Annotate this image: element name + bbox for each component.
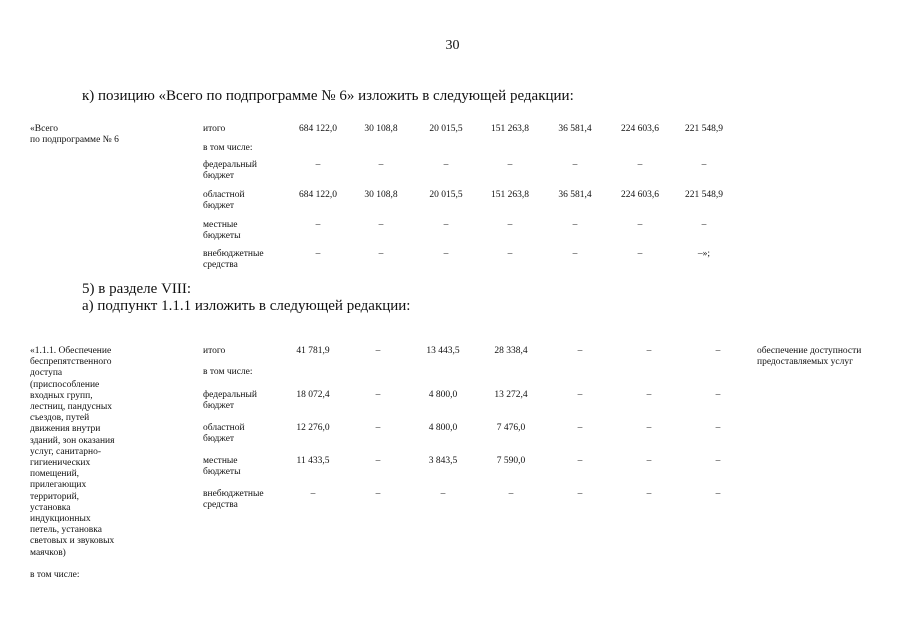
a-row-label: средства bbox=[203, 500, 238, 510]
item-label-line: территорий, bbox=[30, 491, 80, 502]
k-cell: – bbox=[315, 249, 321, 259]
k-cell: – bbox=[315, 160, 321, 170]
a-cell: 12 276,0 bbox=[296, 423, 330, 433]
section-a-heading: а) подпункт 1.1.1 изложить в следующей редакции: bbox=[82, 298, 411, 314]
k-row-label: бюджеты bbox=[203, 231, 241, 241]
a-cell: 28 338,4 bbox=[494, 346, 528, 356]
a-row-label: областной bbox=[203, 423, 245, 433]
a-row-label: бюджет bbox=[203, 401, 235, 411]
k-cell: 151 263,8 bbox=[491, 190, 529, 200]
item-label-line: (приспособление bbox=[30, 379, 100, 390]
k-row-label: федеральный bbox=[203, 160, 257, 170]
a-cell: – bbox=[375, 423, 381, 433]
item-label-line: съездов, путей bbox=[30, 413, 90, 424]
k-cell: – bbox=[378, 249, 384, 259]
item-label-line: установка bbox=[30, 502, 71, 513]
k-row-label: областной bbox=[203, 190, 245, 200]
a-cell: 11 433,5 bbox=[296, 456, 330, 466]
result-text-line: предоставляемых услуг bbox=[757, 357, 854, 367]
k-cell: – bbox=[443, 160, 449, 170]
item-label-line: доступа bbox=[30, 368, 63, 379]
a-row-label: бюджет bbox=[203, 434, 235, 444]
k-row-label: бюджет bbox=[203, 171, 235, 181]
k-cell: – bbox=[443, 220, 449, 230]
k-cell: – bbox=[507, 160, 513, 170]
a-cell: – bbox=[646, 423, 652, 433]
a-cell: – bbox=[508, 489, 514, 499]
k-cell: 221 548,9 bbox=[685, 190, 723, 200]
a-cell: – bbox=[646, 456, 652, 466]
a-cell: – bbox=[715, 456, 721, 466]
item-label-line: лестниц, пандусных bbox=[30, 402, 112, 412]
a-row-label: внебюджетные bbox=[203, 489, 264, 499]
a-cell: – bbox=[715, 489, 721, 499]
k-cell: –»; bbox=[697, 249, 711, 259]
a-cell: – bbox=[577, 390, 583, 400]
a-row-label: итого bbox=[203, 346, 226, 356]
k-row-label: внебюджетные bbox=[203, 249, 264, 259]
a-cell: – bbox=[715, 346, 721, 356]
a-cell: – bbox=[646, 489, 652, 499]
row-label-line-2: по подпрограмме № 6 bbox=[30, 135, 119, 145]
k-cell: – bbox=[637, 220, 643, 230]
a-cell: 41 781,9 bbox=[296, 346, 330, 356]
item-label-line: световых и звуковых bbox=[30, 536, 115, 547]
section-5-heading: 5) в разделе VIII: bbox=[82, 281, 192, 297]
item-label-line: маячков) bbox=[30, 547, 66, 558]
k-cell: 684 122,0 bbox=[299, 190, 337, 200]
item-label-line: индукционных bbox=[30, 514, 91, 524]
k-cell: 36 581,4 bbox=[558, 190, 592, 200]
k-cell: – bbox=[572, 249, 578, 259]
a-cell: 13 272,4 bbox=[494, 390, 528, 400]
item-label-line: беспрепятственного bbox=[30, 357, 112, 368]
a-cell: – bbox=[375, 489, 381, 499]
item-label-line: петель, установка bbox=[30, 525, 102, 536]
a-cell: – bbox=[577, 423, 583, 433]
k-row-label: средства bbox=[203, 260, 238, 270]
a-row-label: федеральный bbox=[203, 390, 257, 400]
a-cell: 7 476,0 bbox=[496, 423, 526, 433]
a-cell: – bbox=[310, 489, 316, 499]
a-row-label: бюджеты bbox=[203, 467, 241, 477]
a-cell: – bbox=[375, 390, 381, 400]
a-cell: 13 443,5 bbox=[426, 346, 460, 356]
k-cell: – bbox=[637, 160, 643, 170]
a-row-label: в том числе: bbox=[203, 367, 253, 377]
a-cell: – bbox=[646, 390, 652, 400]
k-cell: 224 603,6 bbox=[621, 190, 659, 200]
k-cell: – bbox=[507, 220, 513, 230]
section-k-heading: к) позицию «Всего по подпрограмме № 6» изложить в следующей редакции: bbox=[82, 88, 574, 104]
a-cell: – bbox=[577, 346, 583, 356]
item-label-line: «1.1.1. Обеспечение bbox=[30, 346, 112, 356]
k-row-label: местные bbox=[203, 220, 238, 230]
k-cell: 20 015,5 bbox=[429, 124, 463, 134]
k-cell: 151 263,8 bbox=[491, 124, 529, 134]
k-cell: – bbox=[507, 249, 513, 259]
k-row-label: в том числе: bbox=[203, 143, 253, 153]
result-text-line: обеспечение доступности bbox=[757, 346, 862, 356]
a-cell: 4 800,0 bbox=[428, 423, 458, 433]
item-label-line: прилегающих bbox=[30, 480, 87, 491]
item-label-line: услуг, санитарно- bbox=[30, 446, 101, 457]
a-cell: – bbox=[715, 423, 721, 433]
k-cell: – bbox=[378, 160, 384, 170]
k-cell: – bbox=[443, 249, 449, 259]
a-cell: – bbox=[577, 456, 583, 466]
k-cell: – bbox=[637, 249, 643, 259]
item-label-line: зданий, зон оказания bbox=[30, 435, 115, 446]
k-cell: 30 108,8 bbox=[364, 190, 398, 200]
item-label-line: входных групп, bbox=[30, 390, 93, 401]
k-cell: – bbox=[572, 160, 578, 170]
a-cell: 3 843,5 bbox=[428, 456, 458, 466]
k-cell: – bbox=[701, 220, 707, 230]
a-cell: – bbox=[375, 456, 381, 466]
k-cell: – bbox=[572, 220, 578, 230]
item-label-line: помещений, bbox=[30, 469, 80, 480]
a-cell: – bbox=[577, 489, 583, 499]
k-cell: 36 581,4 bbox=[558, 124, 592, 134]
item-label-line: движения внутри bbox=[30, 424, 101, 435]
a-row-label: местные bbox=[203, 456, 238, 466]
k-cell: 20 015,5 bbox=[429, 190, 463, 200]
k-cell: – bbox=[701, 160, 707, 170]
k-cell: 30 108,8 bbox=[364, 124, 398, 134]
k-cell: 221 548,9 bbox=[685, 124, 723, 134]
a-cell: 18 072,4 bbox=[296, 390, 330, 400]
footer-in-that-number: в том числе: bbox=[30, 570, 80, 580]
k-row-label: бюджет bbox=[203, 201, 235, 211]
a-cell: – bbox=[646, 346, 652, 356]
a-cell: 7 590,0 bbox=[496, 456, 526, 466]
k-cell: – bbox=[315, 220, 321, 230]
k-cell: – bbox=[378, 220, 384, 230]
k-cell: 224 603,6 bbox=[621, 124, 659, 134]
k-row-label: итого bbox=[203, 124, 226, 134]
a-cell: – bbox=[440, 489, 446, 499]
a-cell: – bbox=[715, 390, 721, 400]
row-label-line-1: «Всего bbox=[30, 124, 59, 134]
page-number: 30 bbox=[445, 38, 460, 53]
a-cell: – bbox=[375, 346, 381, 356]
a-cell: 4 800,0 bbox=[428, 390, 458, 400]
item-label-line: гигиенических bbox=[30, 458, 91, 468]
k-cell: 684 122,0 bbox=[299, 124, 337, 134]
